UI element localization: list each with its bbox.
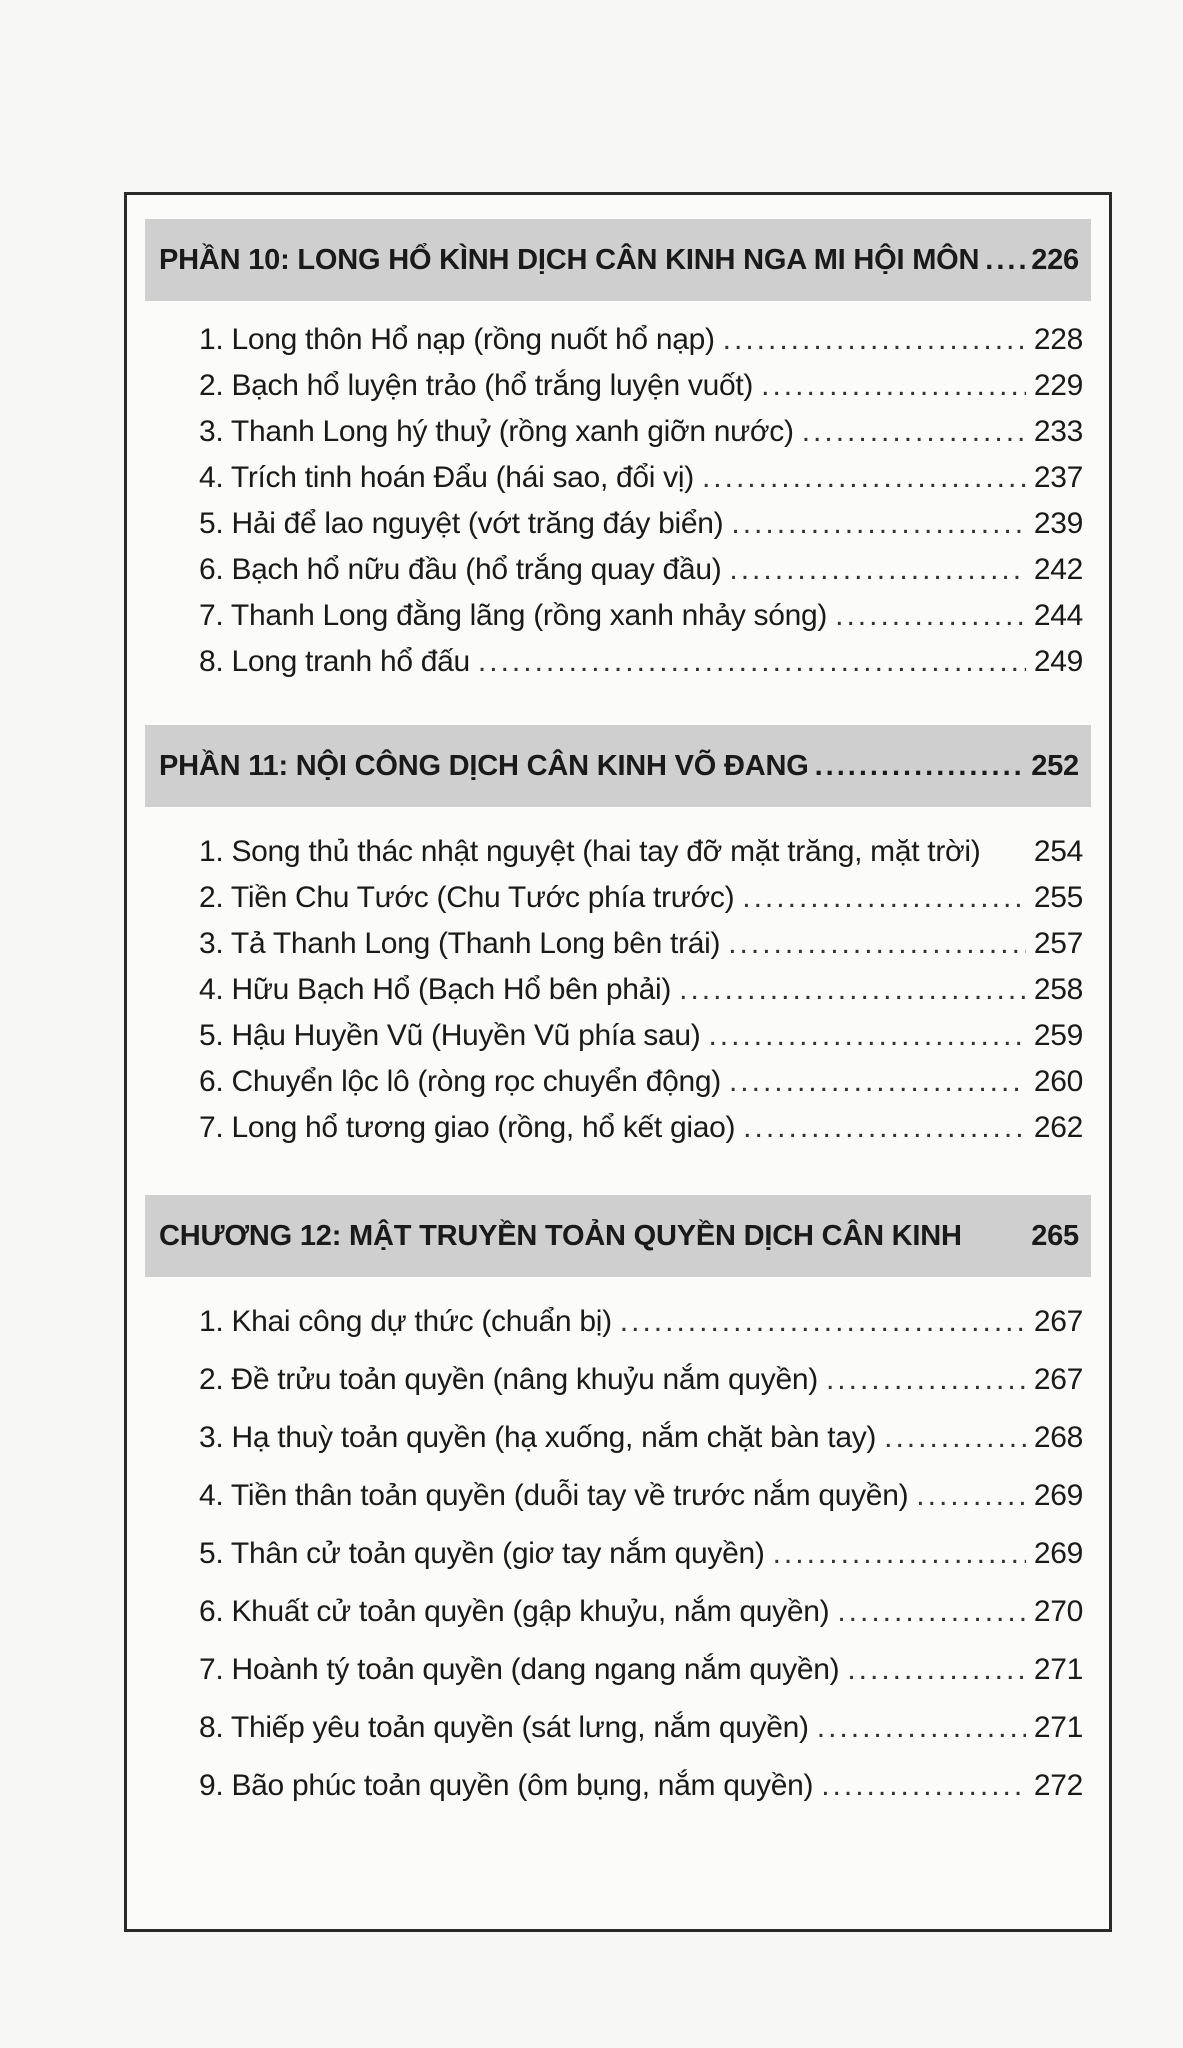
dot-leader — [821, 1769, 1026, 1803]
dot-leader — [826, 1363, 1026, 1397]
toc-entry: 5. Thân cử toản quyền (giơ tay nắm quyền) ..... 269 — [199, 1537, 1083, 1583]
dot-leader — [802, 415, 1026, 449]
section-title: PHẦN 10: LONG HỔ KÌNH DỊCH CÂN KINH NGA MI HỘI MÔN — [159, 243, 980, 276]
dot-leader — [742, 881, 1026, 915]
toc-entry: 4. Hữu Bạch Hổ (Bạch Hổ bên phải) ..... 258 — [199, 973, 1083, 1019]
dot-leader — [729, 553, 1025, 587]
toc-entry: 2. Bạch hổ luyện trảo (hổ trắng luyện vuốt) ..... 229 — [199, 369, 1083, 415]
dot-leader — [478, 645, 1026, 679]
table-of-contents — [124, 192, 1112, 1932]
dot-leader — [817, 1711, 1026, 1745]
toc-entry: 2. Tiền Chu Tước (Chu Tước phía trước) ..... 255 — [199, 881, 1083, 927]
dot-leader — [847, 1653, 1026, 1687]
toc-entry: 5. Hải để lao nguyệt (vớt trăng đáy biển) ..... 239 — [199, 507, 1083, 553]
dot-leader — [728, 927, 1026, 961]
toc-entry: 2. Đề trửu toản quyền (nâng khuỷu nắm quyền) ..... 267 — [199, 1363, 1083, 1409]
toc-entry: 7. Hoành tý toản quyền (dang ngang nắm quyền) ..... 271 — [199, 1653, 1083, 1699]
toc-entry: 4. Tiền thân toản quyền (duỗi tay về trước nắm quyền) ..... 269 — [199, 1479, 1083, 1525]
toc-entry: 7. Thanh Long đằng lãng (rồng xanh nhảy sóng) ..... 244 — [199, 599, 1083, 645]
dot-leader — [835, 599, 1026, 633]
toc-entry: 8. Thiếp yêu toản quyền (sát lưng, nắm quyền) ..... 271 — [199, 1711, 1083, 1757]
toc-entry: 9. Bão phúc toản quyền (ôm bụng, nắm quyền) ..... 272 — [199, 1769, 1083, 1815]
dot-leader — [837, 1595, 1026, 1629]
section-page: 265 — [1031, 1219, 1079, 1252]
toc-entry: 1. Khai công dự thức (chuẩn bị) ..... 267 — [199, 1305, 1083, 1351]
dot-leader — [620, 1305, 1026, 1339]
section-header-phan-11 — [145, 725, 1091, 807]
section-page: 252 — [1031, 749, 1079, 782]
dot-leader — [773, 1537, 1026, 1571]
toc-entry: 6. Chuyển lộc lô (ròng rọc chuyển động) ..... 260 — [199, 1065, 1083, 1111]
toc-entry: 4. Trích tinh hoán Đẩu (hái sao, đổi vị) ..... 237 — [199, 461, 1083, 507]
dot-leader — [729, 1065, 1026, 1099]
dot-leader — [815, 750, 1026, 783]
dot-leader — [985, 244, 1025, 277]
section-header-chuong-12 — [145, 1195, 1091, 1277]
toc-entry: 5. Hậu Huyền Vũ (Huyền Vũ phía sau) ..... 259 — [199, 1019, 1083, 1065]
toc-entry: 3. Tả Thanh Long (Thanh Long bên trái) ..... 257 — [199, 927, 1083, 973]
toc-entry: 8. Long tranh hổ đấu ..... 249 — [199, 645, 1083, 691]
dot-leader — [761, 369, 1026, 403]
toc-entry: 1. Song thủ thác nhật nguyệt (hai tay đỡ mặt trăng, mặt trời) 254 — [199, 835, 1083, 868]
toc-entry: 7. Long hổ tương giao (rồng, hổ kết giao) ..... 262 — [199, 1111, 1083, 1157]
section-header-phan-10 — [145, 219, 1091, 301]
section-title: PHẦN 11: NỘI CÔNG DỊCH CÂN KINH VÕ ĐANG — [159, 749, 809, 782]
section-title: CHƯƠNG 12: MẬT TRUYỀN TOẢN QUYỀN DỊCH CÂN KINH — [159, 1219, 962, 1252]
dot-leader — [743, 1111, 1026, 1145]
dot-leader — [679, 973, 1026, 1007]
toc-entry: 3. Thanh Long hý thuỷ (rồng xanh giỡn nước) ..... 233 — [199, 415, 1083, 461]
section-page: 226 — [1031, 243, 1079, 276]
toc-entry: 6. Bạch hổ nữu đầu (hổ trắng quay đầu) ..... 242 — [199, 553, 1083, 599]
dot-leader — [916, 1479, 1026, 1513]
dot-leader — [884, 1421, 1026, 1455]
dot-leader — [723, 323, 1026, 357]
dot-leader — [731, 507, 1025, 541]
toc-entry: 6. Khuất cử toản quyền (gập khuỷu, nắm quyền) ..... 270 — [199, 1595, 1083, 1641]
toc-entry: 3. Hạ thuỳ toản quyền (hạ xuống, nắm chặt bàn tay) ..... 268 — [199, 1421, 1083, 1467]
dot-leader — [702, 461, 1026, 495]
toc-entry: 1. Long thôn Hổ nạp (rồng nuốt hổ nạp) ..... 228 — [199, 323, 1083, 369]
dot-leader — [708, 1019, 1025, 1053]
